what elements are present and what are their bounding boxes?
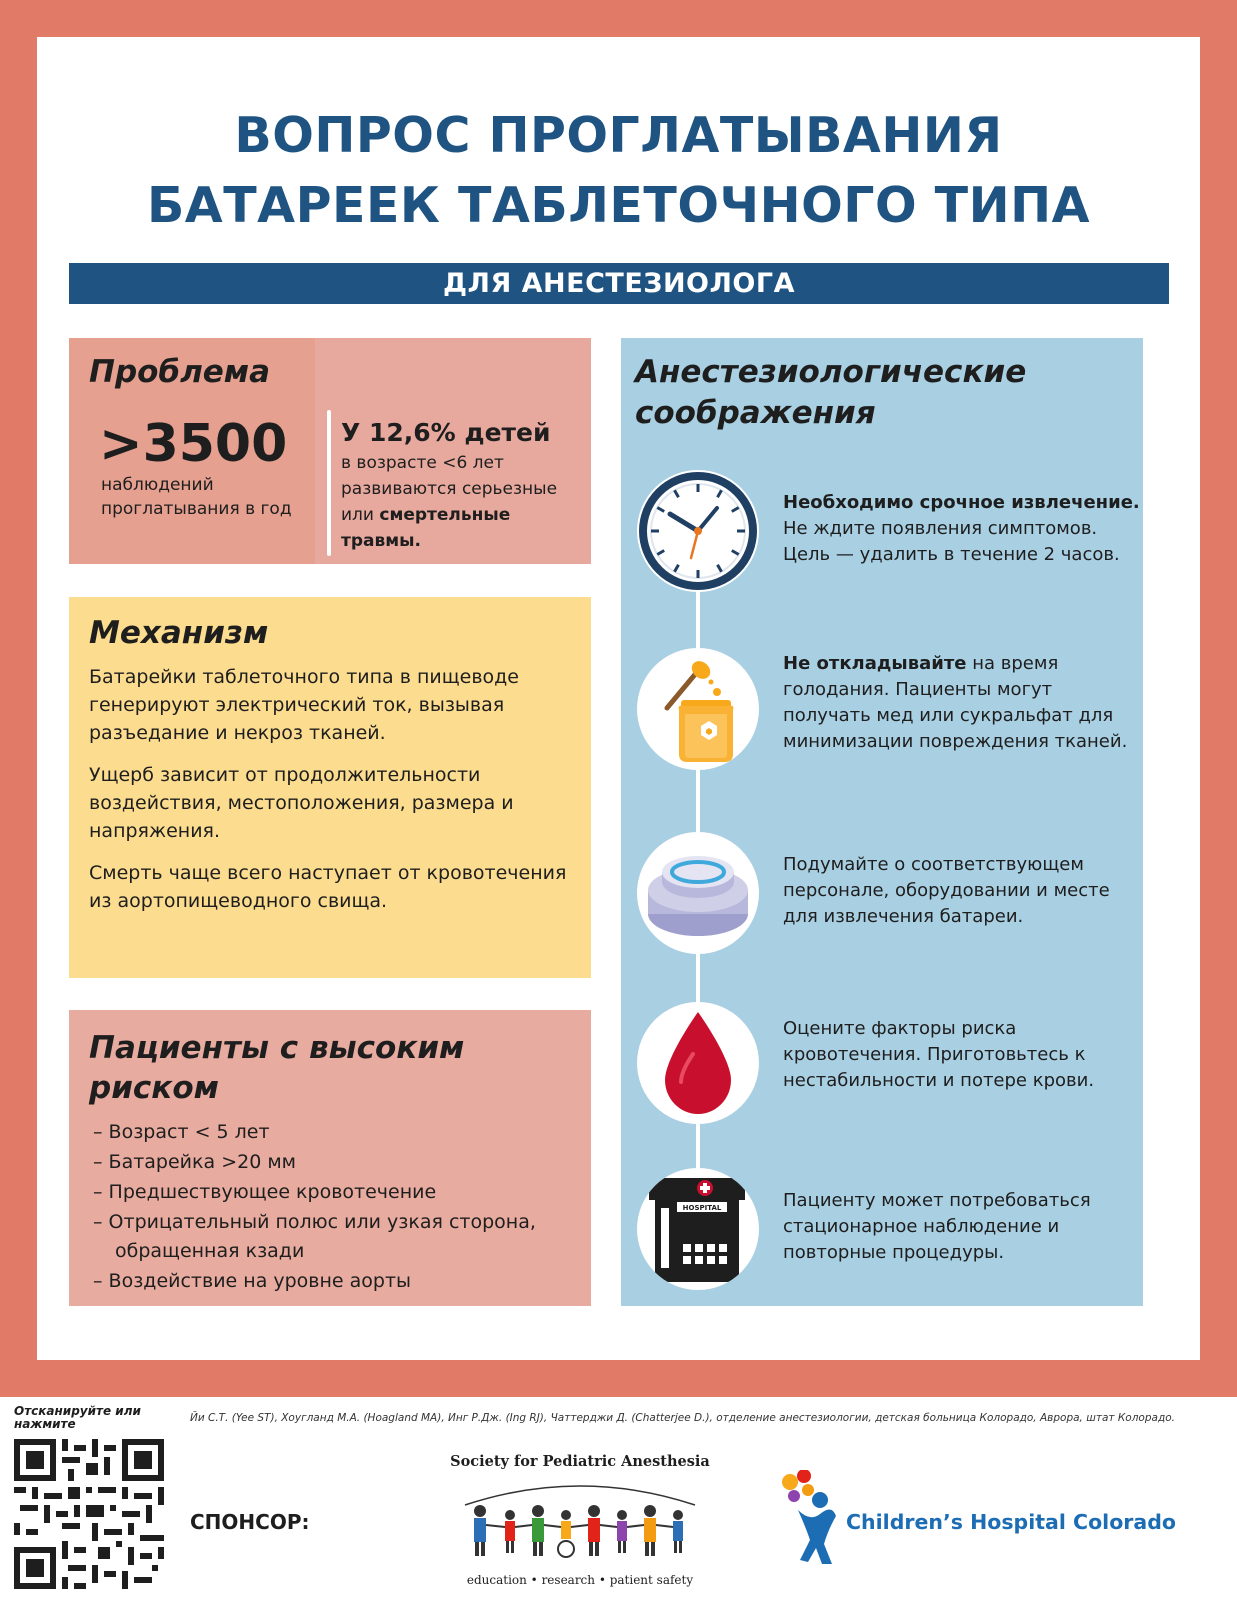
anesthesia-item-4: Оцените факторы риска кровотечения. Приготовьтесь к нестабильности и потере крови. bbox=[783, 1018, 1095, 1091]
problem-big-number: >3500 bbox=[99, 414, 288, 474]
list-item: – Возраст < 5 лет bbox=[93, 1118, 573, 1147]
problem-divider bbox=[327, 410, 331, 556]
mechanism-paragraph: Ущерб зависит от продолжительности воздействия, местоположения, размера и напряжения. bbox=[89, 764, 514, 842]
poster-title-line-2: БАТАРЕЕК ТАБЛЕТОЧНОГО ТИПА bbox=[146, 177, 1091, 234]
anesthesia-item-1 bbox=[783, 490, 1141, 568]
hospital-icon bbox=[637, 1168, 759, 1290]
mechanism-paragraph: Смерть чаще всего наступает от кровотечения из аортопищеводного свища. bbox=[89, 862, 567, 912]
childrens-hospital-name: Children’s Hospital Colorado bbox=[846, 1510, 1176, 1534]
anesthesia-item-text: Не ждите появления симптомов. Цель — удалить в течение 2 часов. bbox=[783, 518, 1120, 565]
spa-tagline: education • research • patient safety bbox=[466, 1573, 694, 1587]
button-battery-icon bbox=[637, 832, 759, 954]
anesthesia-item-3: Подумайте о соответствующем персонале, оборудовании и месте для извлечения батареи. bbox=[783, 854, 1110, 927]
anesthesia-title: Анестезиологические соображения bbox=[635, 354, 1027, 431]
spa-figures-icon bbox=[440, 1475, 720, 1567]
clock-icon bbox=[637, 470, 759, 592]
honey-jar-icon bbox=[637, 648, 759, 770]
list-item: – Воздействие на уровне аорты bbox=[93, 1267, 573, 1296]
problem-stat-head: У 12,6% детей bbox=[341, 418, 551, 447]
mechanism-title: Механизм bbox=[89, 615, 269, 651]
mechanism-panel bbox=[69, 597, 591, 978]
spa-logo[interactable] bbox=[440, 1453, 720, 1593]
high-risk-list bbox=[93, 1118, 573, 1297]
list-item: – Предшествующее кровотечение bbox=[93, 1178, 573, 1207]
poster-content bbox=[37, 37, 1200, 1360]
anesthesia-item-2 bbox=[783, 651, 1141, 755]
poster-title bbox=[37, 101, 1200, 241]
list-item: – Отрицательный полюс или узкая сторона, обращенная кзади bbox=[93, 1208, 573, 1266]
problem-stat-bold: смертельные травмы. bbox=[341, 505, 511, 551]
sponsor-label: СПОНСОР: bbox=[190, 1510, 310, 1534]
anesthesia-item-text: на время голодания. Пациенты могут получать мед или сукральфат для минимизации повреждения тканей. bbox=[783, 653, 1128, 752]
anesthesia-panel bbox=[621, 338, 1143, 1306]
list-item: – Батарейка >20 мм bbox=[93, 1148, 573, 1177]
problem-title: Проблема bbox=[89, 354, 271, 390]
anesthesia-item-5: Пациенту может потребоваться стационарное наблюдение и повторные процедуры. bbox=[783, 1190, 1091, 1263]
childrens-hospital-logo[interactable] bbox=[780, 1470, 1200, 1570]
anesthesia-item-bold: Не откладывайте bbox=[783, 653, 967, 674]
mechanism-body bbox=[89, 663, 589, 929]
qr-label: Отсканируйте или нажмите bbox=[14, 1404, 141, 1431]
childrens-hospital-figure-icon bbox=[780, 1470, 850, 1570]
audience-banner: ДЛЯ АНЕСТЕЗИОЛОГА bbox=[69, 263, 1169, 304]
mechanism-paragraph: Батарейки таблеточного типа в пищеводе генерируют электрический ток, вызывая разъедание и некроз тканей. bbox=[89, 666, 519, 744]
spa-name: Society for Pediatric Anesthesia bbox=[450, 1453, 710, 1470]
problem-panel bbox=[69, 338, 591, 564]
poster-title-line-1: ВОПРОС ПРОГЛАТЫВАНИЯ bbox=[234, 107, 1003, 164]
credits-text: Йи С.Т. (Yee ST), Хоугланд М.А. (Hoagland MA), Инг Р.Дж. (Ing RJ), Чаттерджи Д. (Chatterjee D.), отделение анестезиологии, детская больница Колорадо, Аврора, штат Колорадо. bbox=[190, 1412, 1175, 1424]
high-risk-title: Пациенты с высоким риском bbox=[89, 1030, 465, 1106]
blood-drop-icon bbox=[637, 1002, 759, 1124]
problem-stat-body: в возрасте <6 лет развиваются серьезные или bbox=[341, 453, 558, 525]
high-risk-panel bbox=[69, 1010, 591, 1306]
qr-code[interactable] bbox=[14, 1439, 164, 1589]
problem-big-caption: наблюдений проглатывания в год bbox=[101, 475, 292, 519]
qr-code-image bbox=[14, 1439, 164, 1589]
problem-stat-text bbox=[341, 450, 591, 554]
hospital-sign: HOSPITAL bbox=[682, 1204, 722, 1212]
anesthesia-item-bold: Необходимо срочное извлечение. bbox=[783, 492, 1140, 513]
